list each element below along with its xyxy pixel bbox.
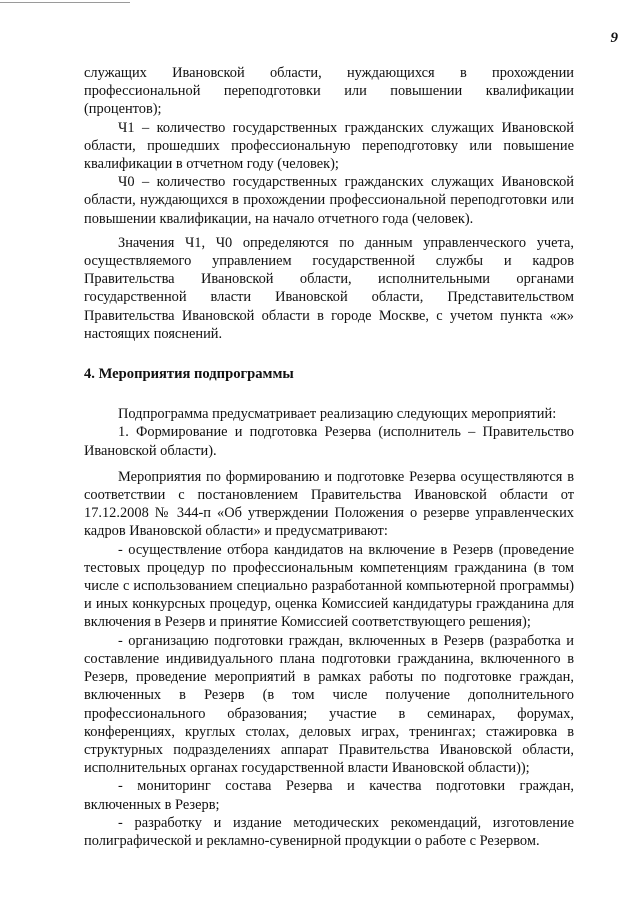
- paragraph: служащих Ивановской области, нуждающихся в прохождении профессиональной переподготовки или повышении квалификации (процентов);: [84, 65, 574, 118]
- paragraph: Ч1 – количество государственных гражданских служащих Ивановской области, прошедших профессиональную переподготовку или повышение квалификации в отчетном году (человек);: [84, 119, 574, 173]
- document-body: [84, 64, 574, 850]
- list-item: - мониторинг состава Резерва и качества подготовки граждан, включенных в Резерв;: [84, 778, 574, 813]
- list-item: - организацию подготовки граждан, включенных в Резерв (разработка и составление индивидуального плана подготовки гражданина, включенного в Резерв, проведение мероприятий в рамках работы по подготовке граждан, включенных в Резерв (в том числе получение дополнительного профессионального образования; участие в семинарах, форумах, конференциях, круглых столах, деловых играх, тренингах; стажировка в структурных подразделениях аппарат Правительства Ивановской области, исполнительных органах государственной власти Ивановской области));: [84, 632, 574, 777]
- paragraph: Ч0 – количество государственных гражданских служащих Ивановской области, нуждающихся в прохождении профессиональной переподготовки или повышении квалификации, на начало отчетного года (человек).: [84, 174, 574, 227]
- paragraph: Значения Ч1, Ч0 определяются по данным управленческого учета, осуществляемого управлением государственной службы и кадров Правительства Ивановской области, исполнительными органами государственной власти Ивановской области, Представительством Правительства Ивановской области в городе Москве, с учетом пункта «ж» настоящих пояснений.: [84, 234, 574, 342]
- paragraph: Мероприятия по формированию и подготовке Резерва осуществляются в соответствии с постановлением Правительства Ивановской области от 17.12.2008 № 344-п «Об утверждении Положения о резерве управленческих кадров Ивановской области» и предусматривают:: [84, 468, 574, 540]
- list-item: 1. Формирование и подготовка Резерва (исполнитель – Правительство Ивановской области).: [84, 424, 574, 459]
- list-item: - разработку и издание методических рекомендаций, изготовление полиграфической и рекламно-сувенирной продукции о работе с Резервом.: [84, 814, 574, 849]
- paragraph: Подпрограмма предусматривает реализацию следующих мероприятий:: [118, 406, 557, 423]
- list-item: - осуществление отбора кандидатов на включение в Резерв (проведение тестовых процедур по профессиональным компетенциям гражданина (в том числе с использованием специально разработанной компьютерной программы) и иных конкурсных процедур, оценка Комиссией кандидатуры гражданина для включения в Резерв и принятие Комиссией соответствующего решения);: [84, 541, 574, 631]
- section-heading: 4. Мероприятия подпрограммы: [84, 366, 294, 383]
- top-edge-line: [0, 2, 130, 3]
- page-number: 9: [610, 30, 618, 46]
